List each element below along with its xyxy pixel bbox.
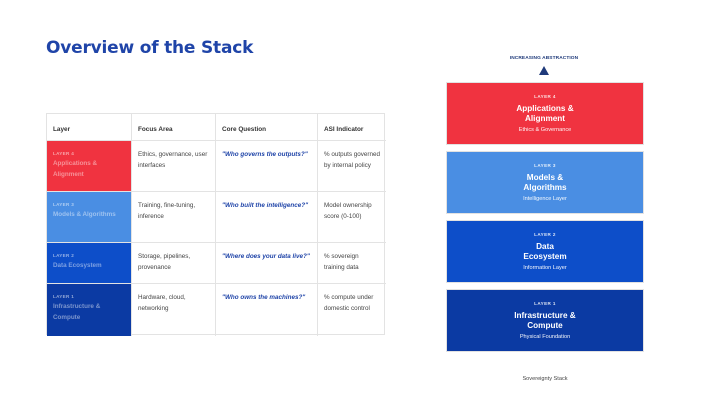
abstraction-label: INCREASING ABSTRACTION	[509, 56, 579, 61]
table-row	[47, 243, 386, 284]
column-header-core-question: Core Question	[216, 114, 318, 140]
column-header-focus-area: Focus Area	[132, 114, 216, 140]
layer-cell	[47, 243, 132, 283]
stack-block-layer-2	[446, 220, 644, 283]
stack-block-layer-3	[446, 151, 644, 214]
layer-cell	[47, 141, 132, 191]
core-question-cell: "Who governs the outputs?"	[216, 141, 318, 191]
block-subtitle: Information Layer	[523, 265, 567, 271]
asi-indicator-cell: % sovereign training data	[324, 253, 359, 271]
layer-cell	[47, 284, 132, 336]
block-layer-number: LAYER 1	[534, 301, 556, 306]
table-row	[47, 192, 386, 243]
layer-number: LAYER 1	[53, 294, 75, 299]
block-layer-number: LAYER 4	[534, 94, 556, 99]
block-layer-number: LAYER 3	[534, 163, 556, 168]
block-layer-name	[447, 104, 643, 124]
focus-area-cell: Ethics, governance, user interfaces	[132, 141, 216, 191]
asi-indicator-cell: Model ownership score (0-100)	[324, 202, 372, 220]
layer-name: Data Ecosystem	[53, 262, 102, 269]
block-name-line: Alignment	[524, 114, 566, 123]
layer-name: Infrastructure & Compute	[53, 303, 101, 321]
table-row	[47, 284, 386, 336]
focus-area-cell: Storage, pipelines, provenance	[132, 243, 216, 283]
block-layer-name	[447, 311, 643, 331]
layer-name: Applications & Alignment	[53, 160, 98, 178]
block-name-line: Models &	[526, 173, 564, 182]
table-row	[47, 141, 386, 192]
asi-indicator-cell: % outputs governed by internal policy	[324, 151, 381, 169]
layer-name: Models & Algorithms	[53, 211, 116, 218]
core-question-cell: "Who owns the machines?"	[216, 284, 318, 336]
focus-area-cell: Hardware, cloud, networking	[132, 284, 216, 336]
layer-number: LAYER 3	[53, 202, 75, 207]
triangle-up-icon	[539, 66, 549, 75]
block-name-line: Ecosystem	[523, 252, 567, 261]
block-name-line: Applications &	[516, 104, 574, 113]
stack-caption: Sovereignty Stack	[522, 376, 568, 382]
block-subtitle: Intelligence Layer	[523, 196, 567, 202]
core-question-cell: "Where does your data live?"	[216, 243, 318, 283]
block-subtitle: Ethics & Governance	[518, 127, 572, 133]
stack-block-layer-4	[446, 82, 644, 145]
column-header-layer: Layer	[47, 114, 132, 140]
page-title: Overview of the Stack	[46, 38, 254, 58]
core-question-cell: "Who built the intelligence?"	[216, 192, 318, 242]
block-subtitle: Physical Foundation	[519, 334, 571, 340]
focus-area-cell: Training, fine-tuning, inference	[132, 192, 216, 242]
table-header-row	[47, 114, 386, 141]
layer-number: LAYER 4	[53, 151, 75, 156]
layer-cell	[47, 192, 132, 242]
block-layer-name	[447, 173, 643, 193]
stack-block-layer-1	[446, 289, 644, 352]
block-layer-number: LAYER 2	[534, 232, 556, 237]
block-name-line: Infrastructure &	[514, 311, 576, 320]
block-layer-name	[447, 242, 643, 262]
sovereignty-stack-diagram	[446, 82, 644, 354]
layer-number: LAYER 2	[53, 253, 75, 258]
block-name-line: Algorithms	[523, 183, 567, 192]
block-name-line: Data	[536, 242, 554, 251]
asi-indicator-cell: % compute under domestic control	[324, 294, 374, 312]
stack-overview-table	[46, 113, 385, 335]
column-header-asi-indicator: ASI Indicator	[324, 126, 364, 133]
block-name-line: Compute	[527, 321, 563, 330]
